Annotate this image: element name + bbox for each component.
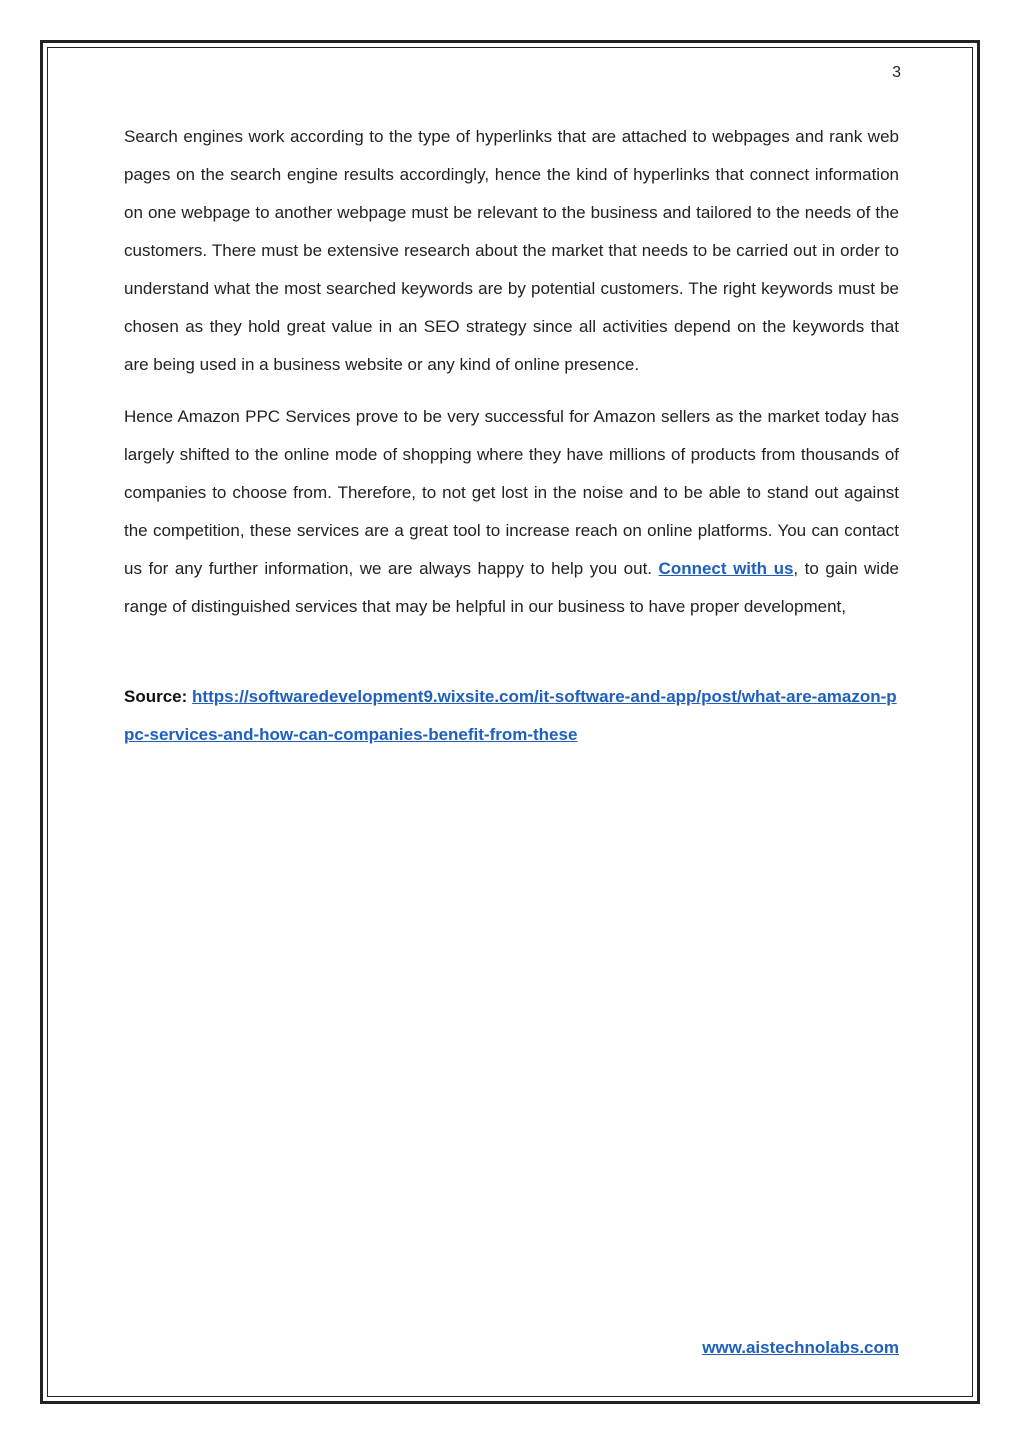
- paragraph-amazon-ppc-text-end: , to gain wide range of distinguished services that may be helpful in our business to have proper development,: [124, 559, 899, 616]
- connect-with-us-link[interactable]: Connect with us: [658, 559, 794, 578]
- paragraph-amazon-ppc-text: Hence Amazon PPC Services prove to be very successful for Amazon sellers as the market today has largely shifted to the online mode of shopping where they have millions of products from thousands of companies to choose from. Therefore, to not get lost in the noise and to be able to stand out against the competition, these services are a great tool to increase reach on online platforms. You can contact us for any further information, we are always happy to help you out.: [124, 407, 899, 578]
- source-citation: [124, 678, 899, 754]
- document-body: [124, 118, 899, 754]
- footer-website-link[interactable]: www.aistechnolabs.com: [702, 1338, 899, 1357]
- paragraph-amazon-ppc: [124, 398, 899, 626]
- page-number: 3: [892, 64, 901, 81]
- source-label: Source:: [124, 687, 188, 706]
- source-url-link[interactable]: https://softwaredevelopment9.wixsite.com/it-software-and-app/post/what-are-amazon-ppc-services-and-how-can-companies-benefit-from-these: [124, 687, 897, 744]
- paragraph-seo-hyperlinks: Search engines work according to the type of hyperlinks that are attached to webpages and rank web pages on the search engine results accordingly, hence the kind of hyperlinks that connect information on one webpage to another webpage must be relevant to the business and tailored to the needs of the customers. There must be extensive research about the market that needs to be carried out in order to understand what the most searched keywords are by potential customers. The right keywords must be chosen as they hold great value in an SEO strategy since all activities depend on the keywords that are being used in a business website or any kind of online presence.: [124, 127, 899, 374]
